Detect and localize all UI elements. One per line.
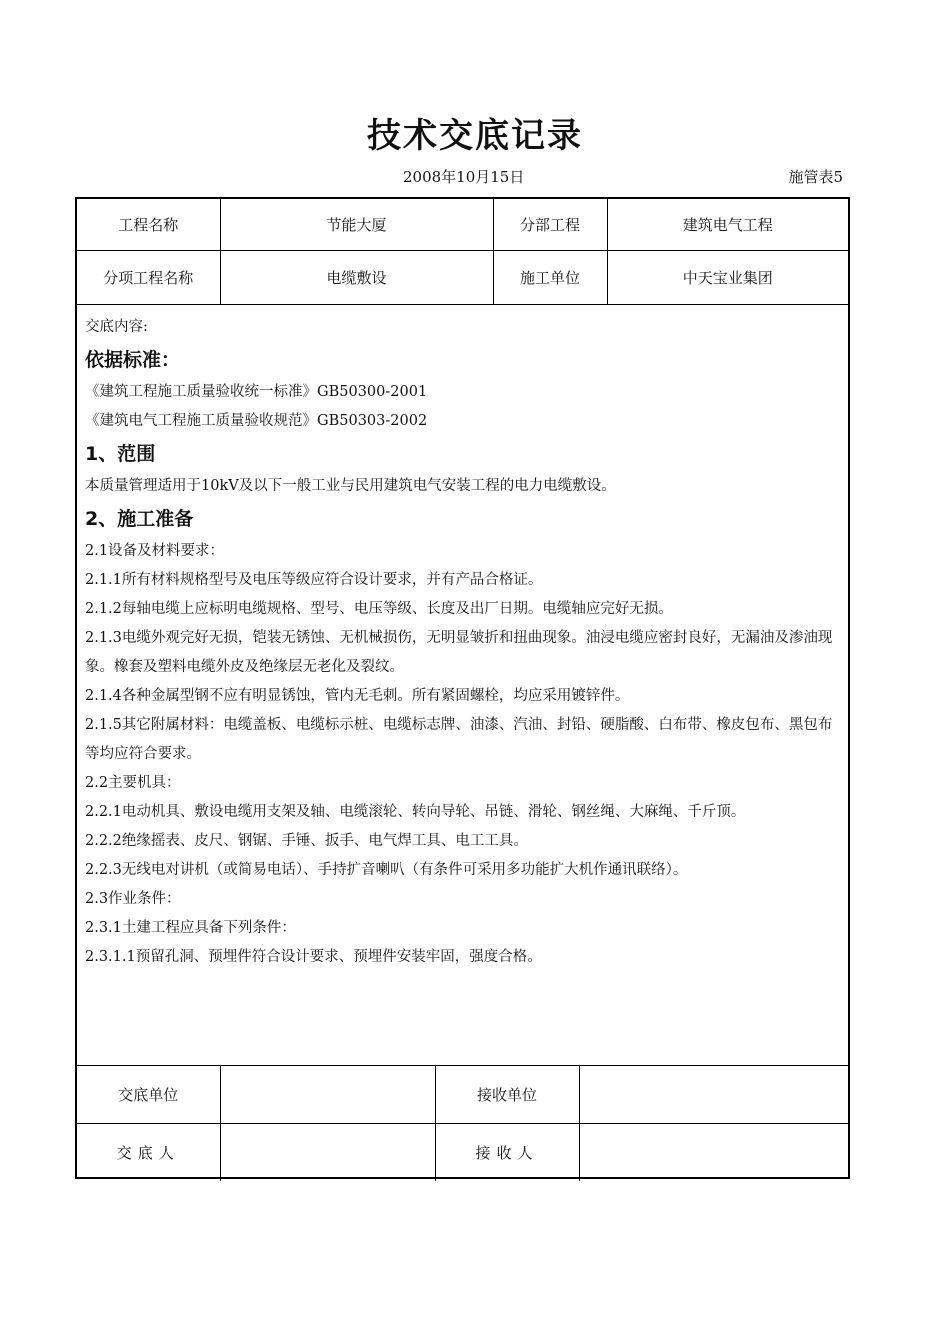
issuer-unit-field[interactable] (220, 1066, 435, 1124)
prep-line: 2.2主要机具： (85, 775, 181, 791)
header-row-2 (77, 251, 848, 305)
division-label: 分部工程 (493, 199, 607, 251)
prep-line: 2.3.1.1预留孔洞、预埋件符合设计要求、预埋件安装牢固，强度合格。 (85, 949, 542, 965)
prep-line: 2.2.3无线电对讲机（或简易电话）、手持扩音喇叭（有条件可采用多功能扩大机作通讯联络）。 (85, 862, 688, 878)
signature-row-persons (77, 1124, 848, 1182)
header-row-1 (77, 199, 848, 251)
signature-row-units (77, 1066, 848, 1124)
prep-line: 2.1设备及材料要求： (85, 543, 225, 559)
document-date: 2008年10月15日 (403, 168, 525, 186)
content-intro: 交底内容: (85, 319, 148, 335)
division-value: 建筑电气工程 (607, 199, 848, 251)
basis-standard: 《建筑工程施工质量验收统一标准》GB50300-2001 (85, 384, 428, 400)
prep-line: 2.1.2每轴电缆上应标明电缆规格、型号、电压等级、长度及出厂日期。电缆轴应完好无损。 (85, 601, 673, 617)
disclosure-content (85, 313, 845, 972)
prep-heading: 2、施工准备 (85, 508, 194, 530)
contractor-label: 施工单位 (493, 251, 607, 305)
issuer-person-label: 交底人 (77, 1124, 220, 1182)
issuer-person-field[interactable] (220, 1124, 435, 1182)
issuer-unit-label: 交底单位 (77, 1066, 220, 1124)
contractor-value: 中天宝业集团 (607, 251, 848, 305)
record-form (75, 197, 850, 1179)
scope-text: 本质量管理适用于10kV及以下一般工业与民用建筑电气安装工程的电力电缆敷设。 (85, 478, 616, 494)
prep-line: 2.1.5其它附属材料：电缆盖板、电缆标示桩、电缆标志牌、油漆、汽油、封铅、硬脂酸、白布带、橡皮包布、黑包布等均应符合要求。 (85, 717, 833, 762)
subitem-label: 分项工程名称 (77, 251, 220, 305)
prep-line: 2.1.3电缆外观完好无损，铠装无锈蚀、无机械损伤，无明显皱折和扭曲现象。油浸电缆应密封良好，无漏油及渗油现象。橡套及塑料电缆外皮及绝缘层无老化及裂纹。 (85, 630, 833, 675)
receiver-unit-label: 接收单位 (435, 1066, 579, 1124)
basis-standard: 《建筑电气工程施工质量验收规范》GB50303-2002 (85, 413, 428, 429)
receiver-person-label: 接收人 (435, 1124, 579, 1182)
basis-heading: 依据标准： (85, 349, 181, 371)
project-name-value: 节能大厦 (220, 199, 493, 251)
document-title: 技术交底记录 (367, 116, 583, 156)
prep-line: 2.3作业条件： (85, 891, 181, 907)
receiver-person-field[interactable] (579, 1124, 848, 1182)
prep-line: 2.3.1土建工程应具备下列条件： (85, 920, 296, 936)
form-number: 施管表5 (788, 168, 843, 186)
prep-line: 2.2.1电动机具、敷设电缆用支架及轴、电缆滚轮、转向导轮、吊链、滑轮、钢丝绳、大麻绳、千斤顶。 (85, 804, 746, 820)
prep-line: 2.1.4各种金属型钢不应有明显锈蚀，管内无毛刺。所有紧固螺栓，均应采用镀锌件。 (85, 688, 630, 704)
prep-line: 2.2.2绝缘摇表、皮尺、钢锯、手锤、扳手、电气焊工具、电工工具。 (85, 833, 528, 849)
prep-line: 2.1.1所有材料规格型号及电压等级应符合设计要求，并有产品合格证。 (85, 572, 543, 588)
header-table (77, 199, 848, 305)
signature-table (77, 1065, 848, 1181)
receiver-unit-field[interactable] (579, 1066, 848, 1124)
project-name-label: 工程名称 (77, 199, 220, 251)
scope-heading: 1、范围 (85, 443, 156, 465)
subitem-value: 电缆敷设 (220, 251, 493, 305)
